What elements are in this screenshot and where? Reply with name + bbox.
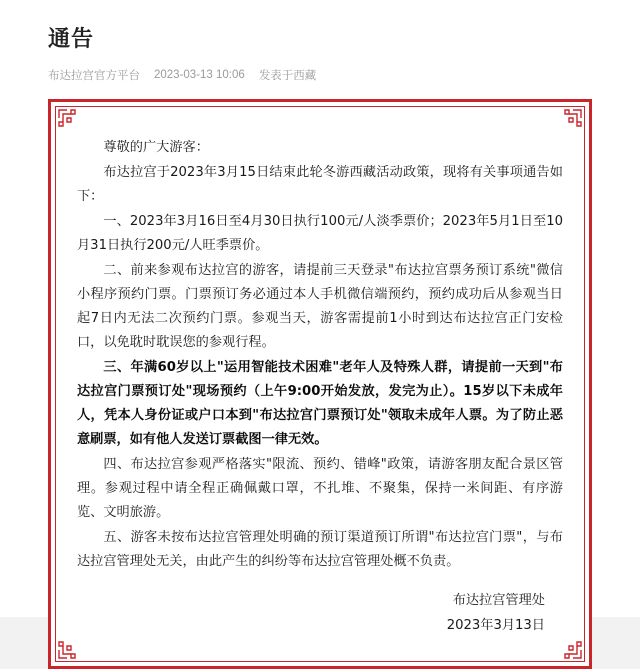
meta-source: 布达拉宫官方平台 bbox=[48, 70, 140, 82]
meta-datetime: 2023-03-13 10:06 bbox=[154, 69, 245, 81]
notice-item-1: 一、2023年3月16日至4月30日执行100元/人淡季票价；2023年5月1日至10月31日执行200元/人旺季票价。 bbox=[77, 214, 563, 254]
notice-item-2: 二、前来参观布达拉宫的游客，请提前三天登录"布达拉宫票务预订系统"微信小程序预约门票。门票预订务必通过本人手机微信端预约，预约成功后从参观当日起7日内无法二次预约门票。参观当天，游客需提前1小时到达布达拉宫正门安检口，以免耽时耽误您的参观行程。 bbox=[77, 263, 563, 351]
notice-intro: 布达拉宫于2023年3月15日结束此轮冬游西藏活动政策，现将有关事项通告如下： bbox=[77, 165, 563, 205]
signature-date: 2023年3月13日 bbox=[446, 618, 545, 634]
notice-frame bbox=[48, 99, 592, 669]
article-header bbox=[0, 0, 640, 83]
notice-item-5: 五、游客未按布达拉宫管理处明确的预订渠道预订所谓"布达拉宫门票"，与布达拉宫管理处无关，由此产生的纠纷等布达拉宫管理处概不负责。 bbox=[77, 530, 563, 570]
notice-item-3: 三、年满60岁以上"运用智能技术困难"老年人及特殊人群，请提前一天到"布达拉宫门票预订处"现场预约（上午9:00开始发放，发完为止）。15岁以下未成年人，凭本人身份证或户口本到"布达拉宫门票预订处"领取未成年人票。为了防止恶意刷票，如有他人发送订票截图一律无效。 bbox=[77, 360, 563, 448]
signature-org: 布达拉宫管理处 bbox=[452, 593, 545, 609]
page-title: 通告 bbox=[48, 26, 95, 51]
notice-body bbox=[51, 102, 589, 666]
notice-item-4: 四、布达拉宫参观严格落实"限流、预约、错峰"政策，请游客朋友配合景区管理。参观过程中请全程正确佩戴口罩，不扎堆、不聚集，保持一米间距、有序游览、文明旅游。 bbox=[77, 457, 563, 521]
meta-location: 发表于西藏 bbox=[258, 70, 317, 82]
notice-signature bbox=[77, 588, 563, 638]
article-meta bbox=[48, 67, 592, 83]
notice-salutation: 尊敬的广大游客： bbox=[103, 140, 209, 155]
